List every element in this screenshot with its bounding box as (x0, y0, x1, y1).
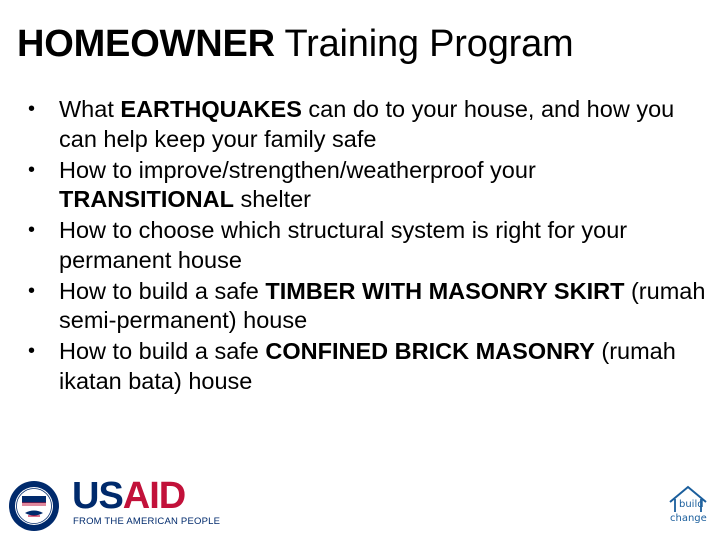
bullet-item (26, 216, 706, 275)
bullet-text: How to build a safe (59, 277, 266, 304)
slide-title (17, 20, 573, 68)
bullet-text: How to choose which structural system is right for your permanent house (59, 217, 628, 273)
build-change-line1: build (679, 499, 704, 510)
bullet-text: can do to your house, and how you can help keep your family safe (59, 96, 675, 152)
slide-title-rest: Training Program (274, 23, 574, 65)
usaid-tagline: FROM THE AMERICAN PEOPLE (73, 516, 221, 527)
bullet-emphasis: TIMBER WITH MASONRY SKIRT (265, 277, 625, 304)
bullet-dot: • (28, 219, 36, 241)
bullet-item (26, 95, 706, 154)
bullet-text: How to improve/strengthen/weatherproof your (59, 156, 536, 183)
build-change-line2: change (670, 513, 707, 524)
bullet-emphasis: EARTHQUAKES (120, 96, 302, 122)
usaid-logo (8, 475, 221, 532)
bullet-text: What (59, 96, 121, 122)
bullet-item (26, 156, 706, 215)
bullet-dot: • (28, 279, 36, 302)
bullet-dot: • (28, 158, 36, 181)
bullet-emphasis: CONFINED BRICK MASONRY (265, 338, 595, 364)
bullet-text: How to build a safe (59, 338, 266, 364)
bullet-emphasis: TRANSITIONAL (59, 186, 234, 212)
bullet-item (26, 337, 706, 396)
usaid-us: US (72, 475, 123, 517)
bullet-list (26, 95, 706, 398)
usaid-seal-icon (8, 480, 60, 532)
build-change-logo (664, 484, 712, 528)
slide-title-bold: HOMEOWNER (17, 23, 275, 65)
bullet-text: (rumah semi-permanent) house (59, 277, 706, 333)
usaid-aid: AID (122, 475, 186, 517)
bullet-text: shelter (233, 186, 312, 212)
bullet-dot: • (28, 340, 36, 362)
bullet-text: (rumah ikatan bata) house (59, 338, 676, 394)
bullet-item (26, 277, 706, 336)
bullet-dot: • (28, 98, 36, 120)
usaid-wordmark (72, 476, 185, 516)
